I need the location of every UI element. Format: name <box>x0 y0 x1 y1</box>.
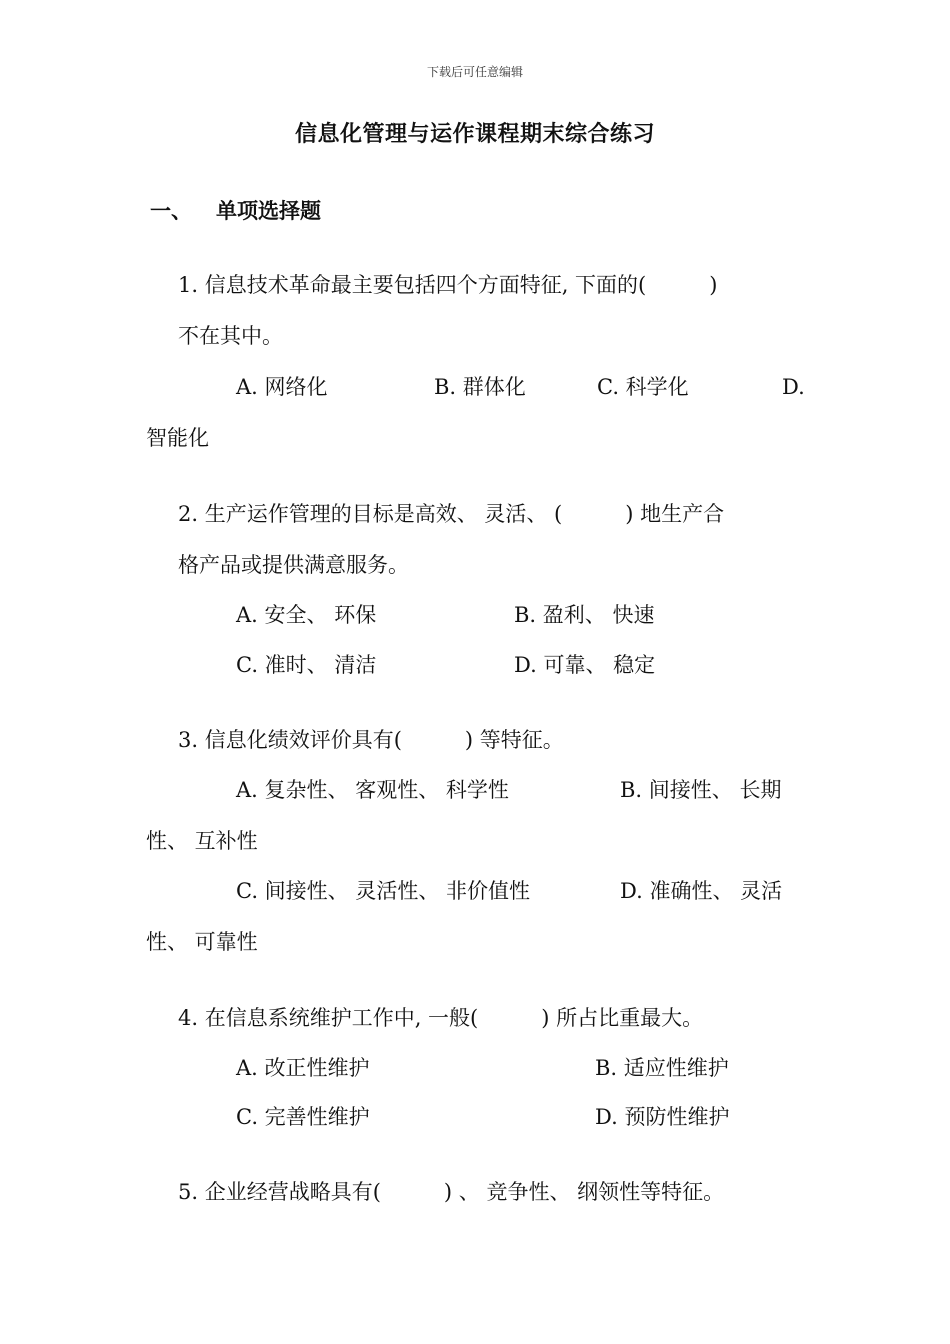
question-1-option-d-wrap: 智能化 <box>146 426 209 450</box>
question-2-option-d: D. 可靠、 稳定 <box>514 653 656 677</box>
question-3-option-d: D. 准确性、 灵活 <box>620 879 783 903</box>
section-heading <box>150 201 321 222</box>
question-1-option-a: A. 网络化 <box>236 375 328 399</box>
question-4-option-d: D. 预防性维护 <box>595 1105 730 1129</box>
question-3-option-d-wrap: 性、 可靠性 <box>146 930 258 954</box>
question-2-line-1: 2. 生产运作管理的目标是高效、 灵活、 ( ) 地生产合 <box>178 502 725 526</box>
question-1-option-b: B. 群体化 <box>434 375 526 399</box>
section-number: 一、 <box>150 199 192 223</box>
question-1-line-2: 不在其中。 <box>178 324 283 348</box>
question-2-option-a: A. 安全、 环保 <box>236 603 377 627</box>
page-title: 信息化管理与运作课程期末综合练习 <box>294 122 655 147</box>
question-3-line-1: 3. 信息化绩效评价具有( ) 等特征。 <box>178 728 564 752</box>
question-1-line-1: 1. 信息技术革命最主要包括四个方面特征, 下面的( ) <box>178 273 718 297</box>
question-4-option-b: B. 适应性维护 <box>595 1056 729 1080</box>
question-5-line-1: 5. 企业经营战略具有( ) 、 竞争性、 纲领性等特征。 <box>178 1180 725 1204</box>
question-2-line-2: 格产品或提供满意服务。 <box>178 553 409 577</box>
question-4-line-1: 4. 在信息系统维护工作中, 一般( ) 所占比重最大。 <box>178 1006 704 1030</box>
section-title: 单项选择题 <box>216 199 321 223</box>
question-3-option-a: A. 复杂性、 客观性、 科学性 <box>236 778 509 802</box>
question-2-option-c: C. 准时、 清洁 <box>236 653 377 677</box>
header-note: 下载后可任意编辑 <box>426 65 523 79</box>
question-3-option-b-wrap: 性、 互补性 <box>146 829 258 853</box>
question-1-option-c: C. 科学化 <box>597 375 689 399</box>
question-4-option-a: A. 改正性维护 <box>236 1056 370 1080</box>
question-3-option-b: B. 间接性、 长期 <box>620 778 782 802</box>
question-2-option-b: B. 盈利、 快速 <box>514 603 655 627</box>
question-4-option-c: C. 完善性维护 <box>236 1105 370 1129</box>
question-1-option-d: D. <box>782 375 805 399</box>
question-3-option-c: C. 间接性、 灵活性、 非价值性 <box>236 879 531 903</box>
